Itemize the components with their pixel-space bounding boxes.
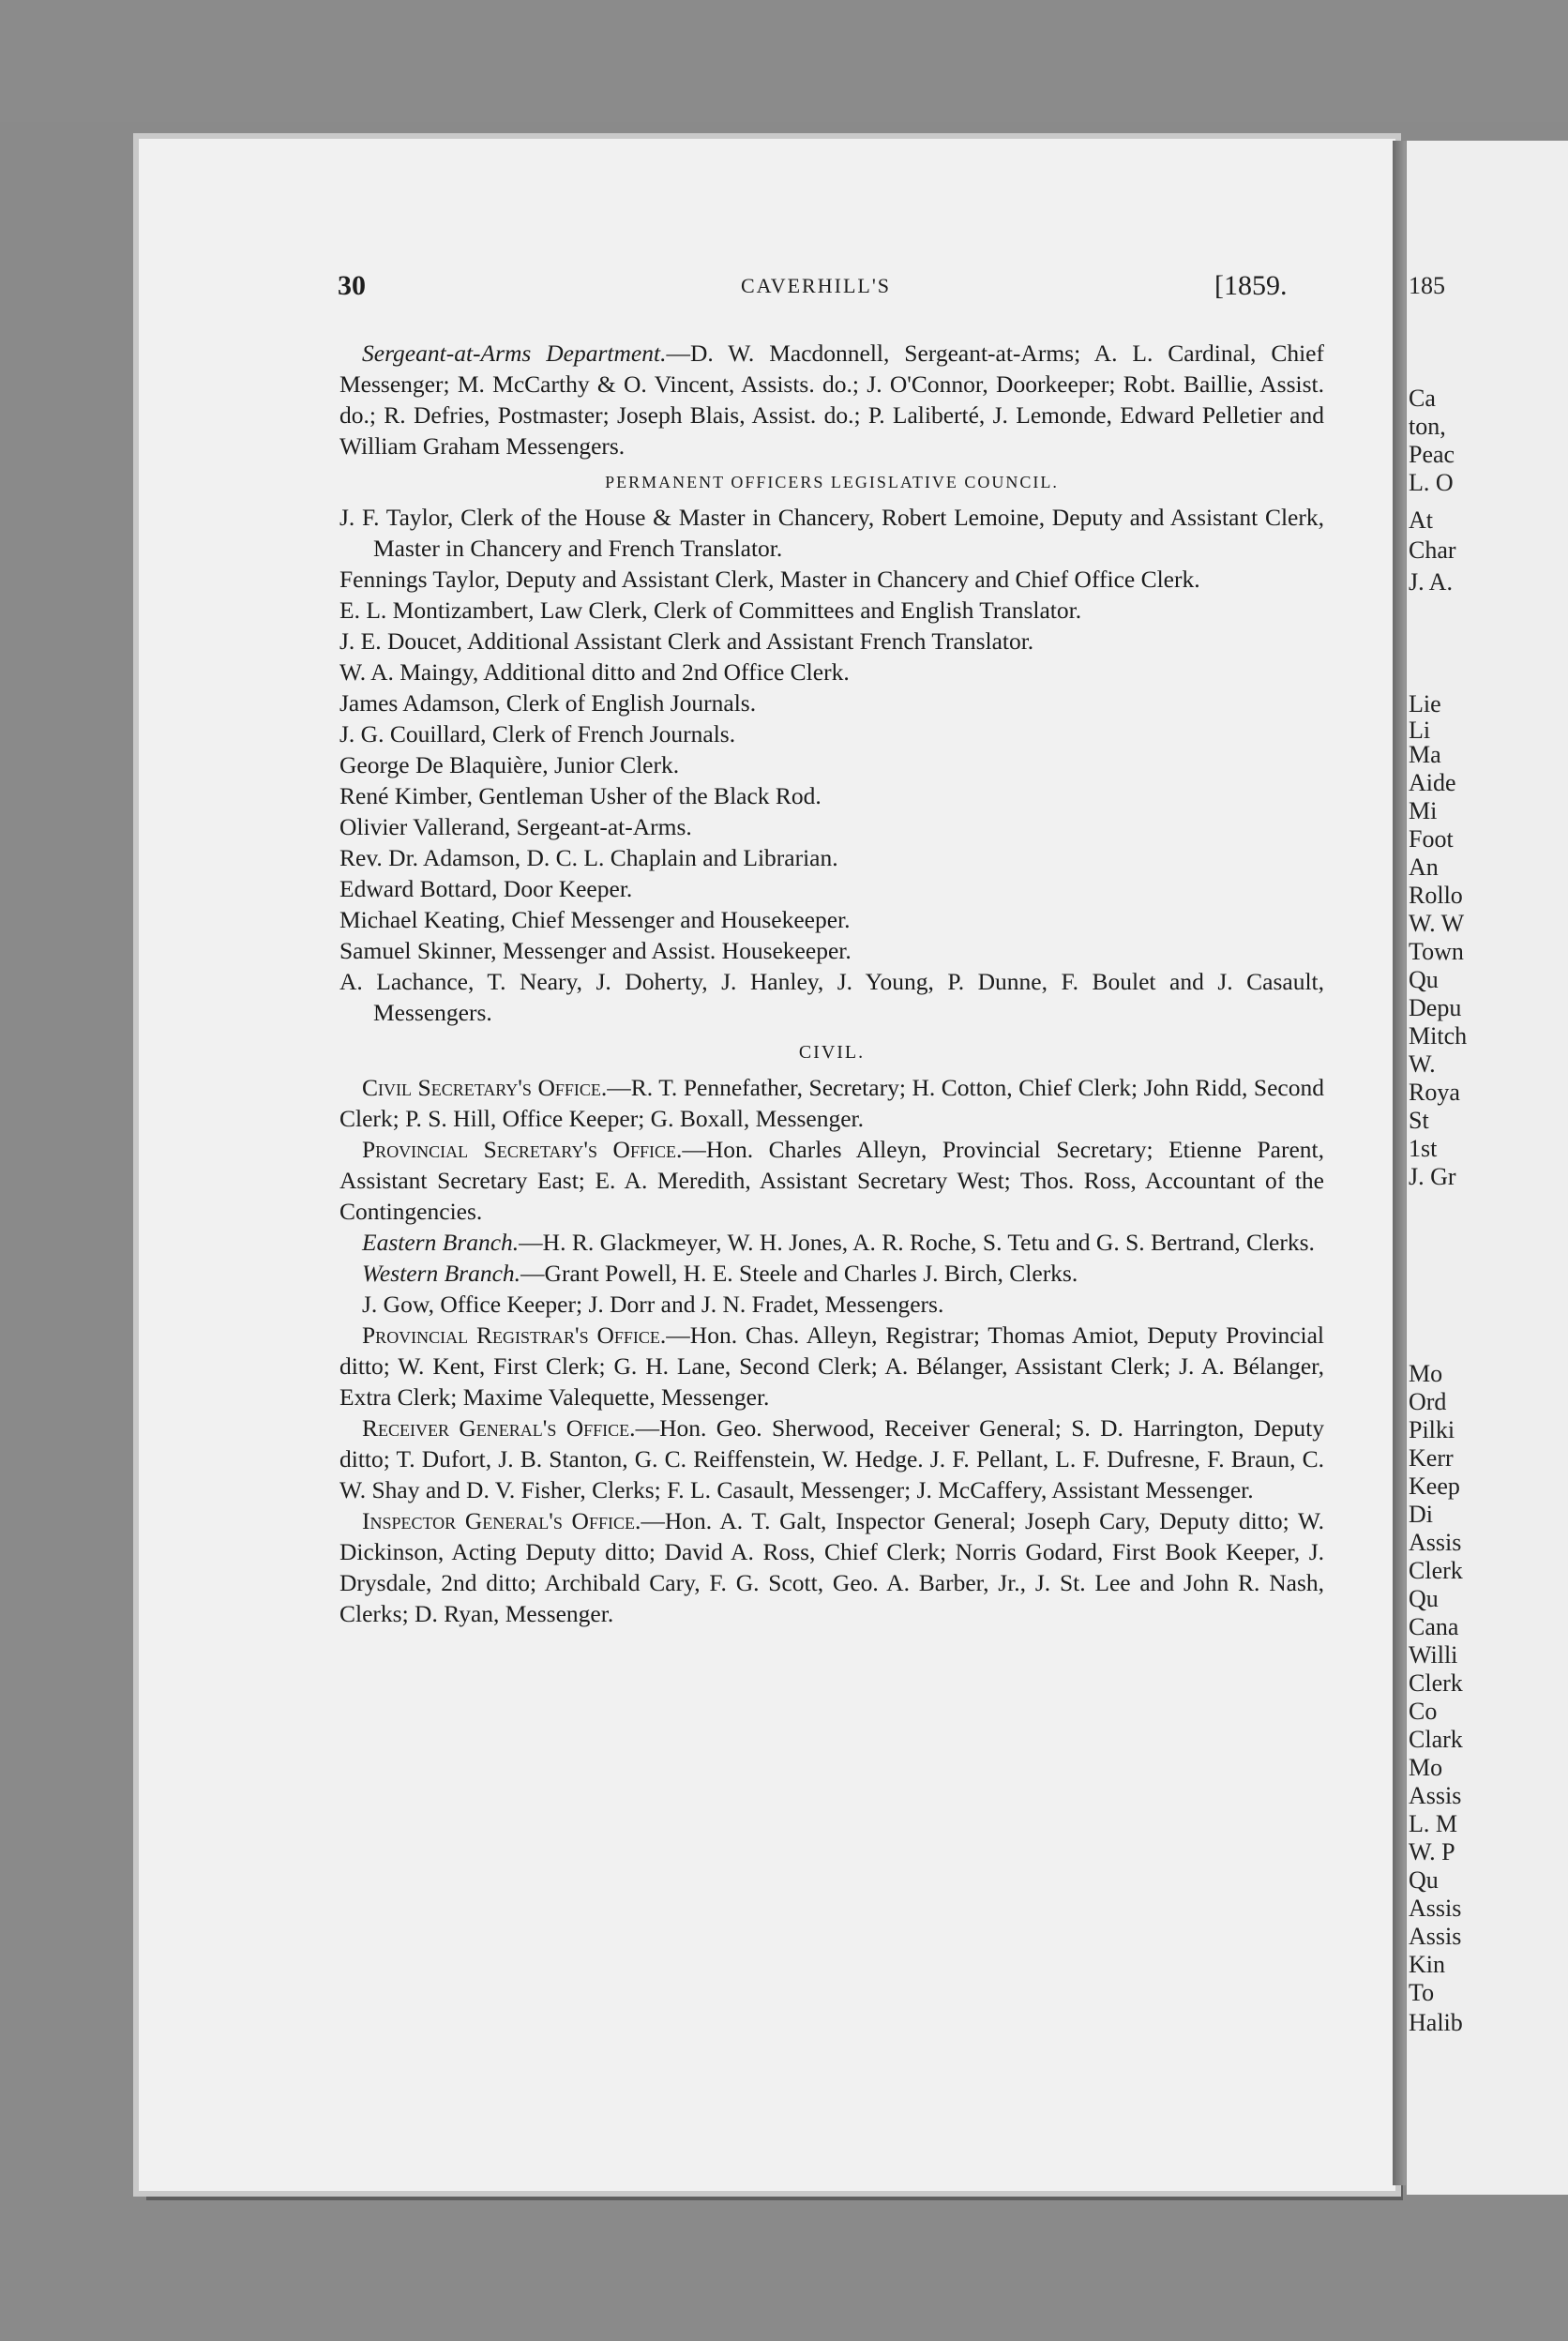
- right-page: [1407, 141, 1568, 2195]
- right-page-fragment: Co: [1409, 1698, 1438, 1725]
- list-item: W. A. Maingy, Additional ditto and 2nd Office Clerk.: [339, 658, 850, 686]
- right-page-fragment: Ca: [1409, 385, 1436, 412]
- page-body: [339, 338, 1324, 1629]
- right-page-fragment: At: [1409, 506, 1433, 534]
- civil-section: [339, 1412, 1324, 1505]
- right-page-fragment: Aide: [1409, 769, 1456, 796]
- section-text: —Hon. Chas. Alleyn, Registrar; Thomas Amiot, Deputy Provincial ditto; W. Kent, First Clerk; G. H. Lane, Second Clerk; A. Bélanger, Assistant Clerk; J. A. Bélanger, Extra Clerk; Maxime Valequette, Messenger.: [339, 1322, 1324, 1411]
- right-page-fragment: Kin: [1409, 1951, 1445, 1978]
- right-page-fragment: Foot: [1409, 825, 1454, 853]
- section-text: —Grant Powell, H. E. Steele and Charles J. Birch, Clerks.: [520, 1260, 1078, 1287]
- right-page-fragment: J. A.: [1409, 568, 1453, 596]
- right-page-fragment: W. P: [1409, 1838, 1455, 1865]
- section-text: —Hon. Geo. Sherwood, Receiver General; S. D. Harrington, Deputy ditto; T. Dufort, J. B. Stanton, G. C. Reiffenstein, W. Hedge. J. F. Pellant, L. F. Dufresne, F. Braun, C. W. Shay and D. V. Fisher, Clerks; F. L. Casault, Messenger; J. McCaffery, Assistant Messenger.: [339, 1414, 1324, 1503]
- list-item: Fennings Taylor, Deputy and Assistant Clerk, Master in Chancery and Chief Office Clerk.: [339, 566, 1200, 593]
- right-page-fragment: Clark: [1409, 1726, 1463, 1753]
- right-page-fragment: Rollo: [1409, 882, 1463, 909]
- section-label: Eastern Branch.: [362, 1229, 520, 1256]
- civil-section: [339, 1258, 1324, 1289]
- civil-section: [339, 1134, 1324, 1227]
- civil-section: [339, 1227, 1324, 1258]
- right-page-fragment: Assis: [1409, 1782, 1462, 1809]
- right-page-fragment: Mi: [1409, 797, 1438, 824]
- right-page-fragment: Mo: [1409, 1360, 1443, 1387]
- civil-section: [339, 1289, 1324, 1320]
- list-item: Rev. Dr. Adamson, D. C. L. Chaplain and Librarian.: [339, 844, 838, 871]
- right-page-fragment: St: [1409, 1107, 1429, 1134]
- right-page-fragment: Clerk: [1409, 1669, 1463, 1697]
- right-page-fragment: Li: [1409, 717, 1431, 744]
- right-page-fragment: Cana: [1409, 1613, 1459, 1640]
- civil-sections: [339, 1072, 1324, 1629]
- right-page-fragment: Willi: [1409, 1641, 1458, 1669]
- list-item: René Kimber, Gentleman Usher of the Black Rod.: [339, 782, 822, 809]
- permanent-officers-heading: PERMANENT OFFICERS LEGISLATIVE COUNCIL.: [605, 473, 1059, 491]
- right-page-fragment: To: [1409, 1979, 1435, 2006]
- right-page-fragment: 185: [1409, 272, 1445, 299]
- right-page-fragment: Char: [1409, 536, 1456, 564]
- section-label: Civil Secretary's Office.: [362, 1074, 608, 1101]
- section-label: Provincial Secretary's Office.: [362, 1136, 683, 1163]
- right-page-fragment: An: [1409, 853, 1439, 881]
- header-year: [1859.: [1214, 270, 1288, 301]
- list-item: J. E. Doucet, Additional Assistant Clerk and Assistant French Translator.: [339, 627, 1034, 655]
- permanent-officers-list: [339, 502, 1324, 1028]
- section-text: J. Gow, Office Keeper; J. Dorr and J. N. Fradet, Messengers.: [362, 1291, 944, 1318]
- right-page-fragment: L. O: [1409, 469, 1454, 496]
- right-page-fragment: Mo: [1409, 1754, 1443, 1781]
- right-page-fragment: Ord: [1409, 1388, 1447, 1415]
- right-page-fragment: Qu: [1409, 966, 1439, 993]
- section-label: Sergeant-at-Arms Department.: [362, 340, 667, 367]
- right-page-fragment: Clerk: [1409, 1557, 1463, 1584]
- list-item: E. L. Montizambert, Law Clerk, Clerk of Committees and English Translator.: [339, 597, 1082, 624]
- page-header: [338, 270, 1341, 308]
- section-label: Receiver General's Office.: [362, 1414, 636, 1442]
- section-label: Provincial Registrar's Office.: [362, 1322, 667, 1349]
- civil-section: [339, 1072, 1324, 1134]
- list-item: Michael Keating, Chief Messenger and Housekeeper.: [339, 906, 851, 933]
- page-number: 30: [338, 270, 366, 301]
- list-item: Olivier Vallerand, Sergeant-at-Arms.: [339, 813, 692, 840]
- running-title: CAVERHILL'S: [741, 274, 892, 297]
- civil-heading: CIVIL.: [798, 1042, 866, 1063]
- civil-section: [339, 1505, 1324, 1629]
- list-item: A. Lachance, T. Neary, J. Doherty, J. Hanley, J. Young, P. Dunne, F. Boulet and J. Casault, Messengers.: [339, 968, 1324, 1026]
- background-top: [0, 0, 1568, 122]
- list-item: J. G. Couillard, Clerk of French Journals.: [339, 720, 736, 748]
- right-page-fragment: Pilki: [1409, 1416, 1455, 1443]
- section-label: Inspector General's Office.: [362, 1507, 641, 1534]
- book-spine: [1393, 141, 1406, 2185]
- right-page-fragment: Depu: [1409, 994, 1462, 1021]
- right-page-fragment: Assis: [1409, 1895, 1462, 1922]
- right-page-fragment: Assis: [1409, 1923, 1462, 1950]
- right-page-fragment: Di: [1409, 1501, 1433, 1528]
- civil-section: [339, 1320, 1324, 1412]
- section-label: Western Branch.: [362, 1260, 521, 1287]
- section-text: —R. T. Pennefather, Secretary; H. Cotton, Chief Clerk; John Ridd, Second Clerk; P. S. Hill, Office Keeper; G. Boxall, Messenger.: [339, 1074, 1324, 1132]
- right-page-fragment: Qu: [1409, 1866, 1439, 1894]
- right-page-fragment: W. W: [1409, 910, 1465, 937]
- list-item: George De Blaquière, Junior Clerk.: [339, 751, 680, 778]
- right-page-fragment: Assis: [1409, 1529, 1462, 1556]
- right-page-fragment: Kerr: [1409, 1444, 1454, 1472]
- right-page-fragment: Ma: [1409, 741, 1441, 768]
- right-page-fragment: Qu: [1409, 1585, 1439, 1612]
- section-text: —Hon. Charles Alleyn, Provincial Secretary; Etienne Parent, Assistant Secretary East; E. A. Meredith, Assistant Secretary West; Thos. Ross, Accountant of the Contingencies.: [339, 1136, 1324, 1225]
- right-page-fragment: ton,: [1409, 413, 1446, 440]
- sergeant-paragraph: [339, 338, 1324, 461]
- list-item: J. F. Taylor, Clerk of the House & Master in Chancery, Robert Lemoine, Deputy and Assistant Clerk, Master in Chancery and French Translator.: [339, 504, 1324, 562]
- list-item: James Adamson, Clerk of English Journals.: [339, 689, 757, 717]
- right-page-fragment: W.: [1409, 1050, 1436, 1078]
- right-page-fragment: Keep: [1409, 1473, 1460, 1500]
- right-page-fragment: Town: [1409, 938, 1464, 965]
- right-page-fragment: L. M: [1409, 1810, 1457, 1837]
- right-page-fragment: Roya: [1409, 1079, 1460, 1106]
- section-text: —D. W. Macdonnell, Sergeant-at-Arms; A. L. Cardinal, Chief Messenger; M. McCarthy & O. Vincent, Assists. do.; J. O'Connor, Doorkeeper; Robt. Baillie, Assist. do.; R. Defries, Postmaster; Joseph Blais, Assist. do.; P. Laliberté, J. Lemonde, Edward Pelletier and William Graham Messengers.: [339, 340, 1324, 460]
- right-page-fragment: J. Gr: [1409, 1163, 1456, 1190]
- right-page-fragment: Peac: [1409, 441, 1455, 468]
- section-text: —H. R. Glackmeyer, W. H. Jones, A. R. Roche, S. Tetu and G. S. Bertrand, Clerks.: [519, 1229, 1315, 1256]
- right-page-fragment: Halib: [1409, 2009, 1463, 2036]
- section-text: —Hon. A. T. Galt, Inspector General; Joseph Cary, Deputy ditto; W. Dickinson, Acting Deputy ditto; David A. Ross, Chief Clerk; Norris Godard, First Book Keeper, J. Drysdale, 2nd ditto; Archibald Cary, F. G. Scott, Geo. A. Barber, Jr., J. St. Lee and John R. Nash, Clerks; D. Ryan, Messenger.: [339, 1507, 1324, 1627]
- right-page-fragment: Lie: [1409, 690, 1441, 717]
- right-page-fragment: Mitch: [1409, 1022, 1468, 1050]
- right-page-fragment: 1st: [1409, 1135, 1438, 1162]
- list-item: Samuel Skinner, Messenger and Assist. Housekeeper.: [339, 937, 852, 964]
- list-item: Edward Bottard, Door Keeper.: [339, 875, 633, 902]
